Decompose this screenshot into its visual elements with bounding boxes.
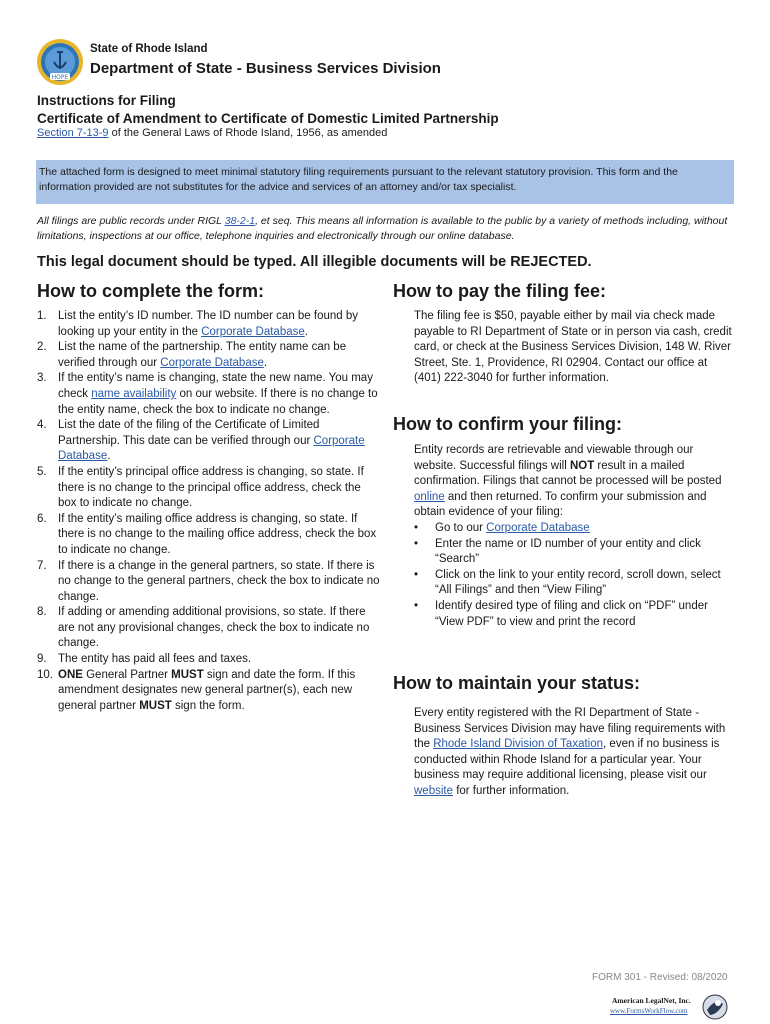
corporate-database-link[interactable]: Corporate Database [486,521,590,534]
website-link[interactable]: website [414,784,453,797]
list-item [37,668,382,715]
step-number: 7. [37,559,47,572]
step-number: 5. [37,465,47,478]
list-item [37,418,382,465]
step-text: sign and date the form. If this amendment designates new general partner(s), each new general partner [58,668,356,712]
step-text-end: . [263,356,268,369]
section-link[interactable]: Section 7-13-9 [37,127,109,139]
pay-heading: How to pay the filing fee: [393,281,607,301]
step-bold: MUST [171,668,204,681]
list-item [37,652,382,668]
bullet-text: Click on the link to your entity record, scroll down, select “All Filings” and then “View Filing” [435,568,721,597]
complete-heading: How to complete the form: [37,281,265,301]
confirm-text-1: Entity records are retrievable and viewable through our website. Successful filings will [414,444,694,472]
step-text: The entity has paid all fees and taxes. [58,653,252,666]
public-records-text: All filings are public records under RIGL [37,215,225,227]
list-item [414,537,734,568]
rhode-island-seal-icon [36,38,84,86]
step-text: sign the form. [171,699,245,712]
online-link[interactable]: online [414,490,445,503]
step-text: General Partner [82,668,172,681]
step-number: 9. [37,653,47,666]
maintain-heading: How to maintain your status: [393,673,641,693]
step-text: List the date of the filing of the Certificate of Limited Partnership. This date can be verified through our [58,419,320,447]
title-line-1: Instructions for Filing [37,93,176,108]
list-item [414,599,734,630]
step-number: 10. [37,668,53,681]
list-item [37,605,382,652]
maintain-text-1: Every entity registered with the RI Department of State - Business Services Division may have filing requirements with the [414,707,726,751]
bullet-text: Enter the name or ID number of your entity and click “Search” [435,537,701,566]
step-number: 6. [37,512,47,525]
section-rest: of the General Laws of Rhode Island, 1956, as amended [108,127,388,139]
step-text: List the entity’s ID number. The ID number can be found by looking up your entity in the [58,310,359,338]
maintain-text [414,706,734,800]
step-text: If the entity’s mailing office address is changing, so state. If there is no change to the mailing office address, check the box to indicate no change. [58,512,377,556]
department-name: Department of State - Business Services Division [90,60,441,77]
step-number: 8. [37,606,47,619]
corporate-database-link[interactable]: Corporate Database [160,356,264,369]
corporate-database-link[interactable]: Corporate Database [58,434,365,463]
legalnet-url[interactable]: www.FormsWorkFlow.com [610,1007,688,1015]
title-line-2: Certificate of Amendment to Certificate of Domestic Limited Partnership [37,111,499,126]
disclaimer-notice: The attached form is designed to meet minimal statutory filing requirements pursuant to the relevant statutory provision. This form and the information provided are not substitutes for the advice and services of an attorney and/or tax specialist. [36,160,734,204]
list-item [37,309,382,340]
bullet-icon: • [414,537,419,550]
step-number: 3. [37,372,47,385]
step-text: If the entity’s name is changing, state the new name. You may check [58,372,373,400]
confirm-text [414,443,734,630]
maintain-text-2: , even if no business is conducted within Rhode Island for a particular year. Your business may require additional licensing, please visit our [414,738,720,782]
legalnet-logo-icon [702,994,728,1020]
bullet-text: Go to our [435,521,487,534]
confirm-heading: How to confirm your filing: [393,414,622,434]
complete-steps-list [37,309,382,714]
step-text: If there is a change in the general partners, so state. If there is no change to the general partners, check the box to indicate no change. [58,559,380,603]
step-number: 4. [37,419,47,432]
bullet-icon: • [414,521,419,534]
bullet-icon: • [414,568,419,581]
step-text-end: . [107,450,111,463]
legalnet-name: American LegalNet, Inc. [612,996,691,1005]
document-title [37,92,499,128]
typed-warning: This legal document should be typed. All illegible documents will be REJECTED. [37,254,592,270]
bullet-icon: • [414,599,419,612]
public-records-note [37,214,737,244]
confirm-text-2: result in a mailed confirmation. Filings that cannot be processed will be posted [414,459,722,488]
list-item [37,559,382,606]
confirm-text-3: and then returned. To confirm your submission and obtain evidence of your filing: [414,490,707,519]
division-of-taxation-link[interactable]: Rhode Island Division of Taxation [433,738,604,751]
corporate-database-link[interactable]: Corporate Database [201,325,305,338]
list-item [37,512,382,559]
confirm-bold: NOT [569,459,595,472]
step-bold: MUST [139,699,172,712]
step-text: If the entity’s principal office address is changing, so state. If there is no change to the principal office address, check the box to indicate no change. [58,465,364,510]
public-records-text-2: , et seq. This means all information is available to the public by a variety of methods including, without limitations, inspections at our office, telephone inquiries and electronically through our online database. [37,215,728,242]
list-item [37,465,382,512]
bullet-text: Identify desired type of filing and click on “PDF” under “View PDF” to view and print the record [435,599,708,628]
rigl-link[interactable]: 38-2-1 [224,215,256,227]
pay-text: The filing fee is $50, payable either by mail via check made payable to RI Department of State or in person via cash, credit card, or check at the Business Services Division, 148 W. River Street, Ste. 1, Providence, RI 02904. Contact our office at (401) 222-3040 for further information. [414,310,732,385]
form-revision: FORM 301 - Revised: 08/2020 [592,972,728,983]
seal-motto: HOPE [51,74,69,81]
list-item [414,521,734,537]
step-number: 1. [37,310,47,322]
step-text-end: . [304,325,308,338]
maintain-text-3: for further information. [453,784,570,797]
list-item [37,371,382,418]
confirm-bullets [414,521,734,630]
name-availability-link[interactable]: name availability [91,387,177,400]
list-item [37,340,382,371]
step-bold: ONE [58,668,83,681]
step-number: 2. [37,341,47,354]
list-item [414,568,734,599]
state-name: State of Rhode Island [90,43,208,55]
section-reference [37,127,387,139]
step-text: If adding or amending additional provisions, so state. If there are not any provisional changes, check the box to indicate no change. [58,606,370,650]
step-text-end: on our website. If there is no change to the entity name, check the box to indicate no change. [58,387,378,416]
step-text: List the name of the partnership. The entity name can be verified through our [58,341,347,369]
